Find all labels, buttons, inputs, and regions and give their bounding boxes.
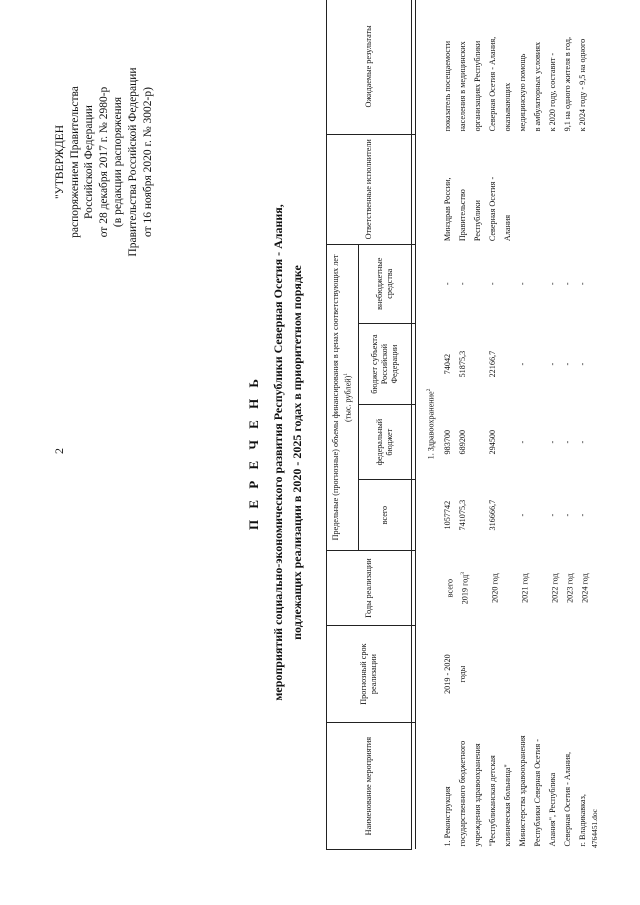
cell-offbudget <box>578 244 593 323</box>
cell-year-text: 2020 год <box>490 573 500 603</box>
cell-offbudget-text: - <box>578 282 588 286</box>
cell-result-text: в амбулаторных условиях <box>533 41 543 132</box>
cell-result <box>518 0 533 134</box>
cell-result-text: показатель посещаемости <box>443 40 453 132</box>
table-row <box>518 0 533 850</box>
cell-result-text: к 2024 году - 9,5 на одного <box>578 38 588 132</box>
cell-offbudget-text: - <box>443 282 453 286</box>
header-responsible: Ответственные исполнители <box>327 134 412 244</box>
cell-year-text: 2022 год <box>550 573 560 603</box>
cell-name <box>548 723 563 850</box>
cell-year <box>473 551 488 626</box>
cell-regional <box>503 323 518 404</box>
cell-federal <box>578 405 593 480</box>
cell-result-text: Северная Осетия - Алания, <box>488 36 498 132</box>
cell-regional <box>488 323 503 404</box>
header-regional: бюджет субъекта Российской Федерации <box>359 323 412 404</box>
cell-result <box>473 0 488 134</box>
cell-regional <box>533 323 548 404</box>
header-finance <box>327 244 359 551</box>
cell-year <box>488 551 503 626</box>
cell-offbudget-text: - <box>518 282 528 286</box>
cell-name-text: "Республиканская детская <box>488 755 498 847</box>
cell-term <box>578 625 593 722</box>
cell-total <box>488 480 503 551</box>
cell-name-text: государственного бюджетного <box>458 740 468 847</box>
footnote-marker: 3 <box>460 571 467 575</box>
document-title-line-1: мероприятий социально-экономического развития Республики Северная Осетия - Алания, <box>271 204 285 701</box>
cell-year <box>443 551 458 626</box>
cell-responsible-text: Республики <box>473 200 483 242</box>
cell-regional <box>578 323 593 404</box>
cell-term <box>533 625 548 722</box>
cell-result <box>443 0 458 134</box>
cell-term <box>473 625 488 722</box>
cell-name <box>488 723 503 850</box>
table-row <box>488 0 503 850</box>
cell-offbudget <box>488 244 503 323</box>
cell-responsible <box>533 134 548 244</box>
cell-federal <box>488 405 503 480</box>
cell-total-text: 741075,3 <box>458 499 468 531</box>
cell-federal <box>458 405 473 480</box>
table-row <box>548 0 563 850</box>
cell-regional <box>563 323 578 404</box>
cell-regional <box>473 323 488 404</box>
cell-federal-text: - <box>578 440 588 444</box>
cell-offbudget <box>503 244 518 323</box>
header-offbudget: внебюджетные средства <box>359 244 412 323</box>
cell-responsible <box>548 134 563 244</box>
cell-term <box>518 625 533 722</box>
cell-federal-text: - <box>518 440 528 444</box>
cell-term <box>458 625 473 722</box>
cell-total <box>548 480 563 551</box>
cell-total <box>503 480 518 551</box>
cell-regional-text: 22166,7 <box>488 350 498 378</box>
cell-result-text: медицинскую помощь <box>518 53 528 132</box>
approval-line: "УТВЕРЖДЕН <box>54 124 66 200</box>
cell-name-text: клиническая больница" <box>503 764 513 847</box>
cell-name <box>443 723 458 850</box>
cell-total-text: - <box>518 513 528 517</box>
cell-year <box>578 551 593 626</box>
cell-result-text: 9,1 на одного жителя в год, <box>563 36 573 132</box>
cell-total <box>563 480 578 551</box>
cell-term <box>503 625 518 722</box>
approval-line: от 16 ноября 2020 г. № 3002-р) <box>141 87 154 237</box>
cell-offbudget-text: - <box>488 282 498 286</box>
table-row <box>443 0 458 850</box>
cell-year <box>563 551 578 626</box>
cell-responsible <box>518 134 533 244</box>
cell-regional-text: - <box>578 362 588 366</box>
cell-year-text: 2023 год <box>565 573 575 603</box>
approval-line: (в редакции распоряжения <box>112 96 125 228</box>
cell-total-text: - <box>563 513 573 517</box>
cell-federal <box>548 405 563 480</box>
cell-year <box>518 551 533 626</box>
cell-total <box>533 480 548 551</box>
section-label: 1. Здравоохранение <box>426 391 436 460</box>
cell-responsible-text: Минздрав России, <box>443 177 453 242</box>
cell-responsible-text: Алания <box>503 214 513 242</box>
header-total: всего <box>359 480 412 551</box>
cell-responsible <box>473 134 488 244</box>
cell-name-text: 1. Реконструкция <box>443 786 453 847</box>
approval-line: Правительства Российской Федерации <box>126 67 139 257</box>
page-number: 2 <box>52 448 66 454</box>
cell-federal-text: 294500 <box>488 429 498 455</box>
cell-total <box>458 480 473 551</box>
cell-federal <box>563 405 578 480</box>
cell-term <box>443 625 458 722</box>
cell-term <box>548 625 563 722</box>
table-row <box>533 0 548 850</box>
cell-responsible <box>443 134 458 244</box>
cell-total-text: 316666,7 <box>488 499 498 531</box>
cell-offbudget-text: - <box>548 282 558 286</box>
cell-total-text: - <box>578 513 588 517</box>
cell-offbudget <box>443 244 458 323</box>
cell-name-text: Алания", Республика <box>548 772 558 847</box>
approval-line: распоряжением Правительства <box>68 86 81 238</box>
approval-stamp <box>53 37 155 287</box>
cell-offbudget <box>518 244 533 323</box>
cell-regional <box>443 323 458 404</box>
cell-name-text: учреждения здравоохранения <box>473 743 483 847</box>
cell-federal-text: 689200 <box>458 429 468 455</box>
cell-result <box>458 0 473 134</box>
cell-name <box>518 723 533 850</box>
cell-result <box>533 0 548 134</box>
cell-year <box>503 551 518 626</box>
cell-regional-text: - <box>518 362 528 366</box>
cell-responsible <box>488 134 503 244</box>
section-row <box>416 0 444 850</box>
cell-year-text: 2024 год <box>580 573 590 603</box>
approval-line: Российской Федерации <box>83 105 96 219</box>
cell-total-text: - <box>548 513 558 517</box>
cell-federal <box>518 405 533 480</box>
header-years: Годы реализации <box>327 551 412 626</box>
cell-result-text: организациях Республики <box>473 40 483 132</box>
cell-year <box>548 551 563 626</box>
cell-term-text: годы <box>458 665 468 683</box>
cell-total-text: 1057742 <box>443 500 453 530</box>
cell-name <box>563 723 578 850</box>
footnote-marker: 2 <box>426 388 432 392</box>
cell-regional-text: 51875,3 <box>458 350 468 378</box>
cell-name-text: Республики Северная Осетия - <box>533 739 543 847</box>
table-row <box>503 0 518 850</box>
cell-result <box>563 0 578 134</box>
cell-name-text: г. Владикавказ, <box>578 794 588 847</box>
cell-federal <box>533 405 548 480</box>
cell-responsible <box>458 134 473 244</box>
cell-name <box>473 723 488 850</box>
cell-total <box>578 480 593 551</box>
cell-offbudget-text: - <box>458 282 468 286</box>
cell-year-text: 2021 год <box>520 573 530 603</box>
cell-offbudget <box>563 244 578 323</box>
measures-table <box>326 0 593 850</box>
cell-responsible-text: Северная Осетия - <box>488 176 498 242</box>
document-heading: П Е Р Е Ч Е Н Ь <box>246 374 261 531</box>
cell-total <box>518 480 533 551</box>
header-name: Наименование мероприятия <box>327 723 412 850</box>
document-file-id: 4764451.doc <box>590 809 599 848</box>
cell-year-text: всего <box>445 578 455 598</box>
cell-offbudget <box>533 244 548 323</box>
document-title-line-2: подлежащих реализации в 2020 - 2025 годах в приоритетном порядке <box>290 265 304 640</box>
cell-federal <box>443 405 458 480</box>
cell-result <box>548 0 563 134</box>
cell-offbudget <box>548 244 563 323</box>
cell-responsible <box>578 134 593 244</box>
section-title <box>416 0 444 850</box>
cell-federal <box>503 405 518 480</box>
cell-responsible-text: Правительство <box>458 189 468 242</box>
cell-year <box>458 551 473 626</box>
cell-regional-text: - <box>563 362 573 366</box>
cell-regional-text: 74042 <box>443 353 453 375</box>
cell-regional <box>518 323 533 404</box>
header-results: Ожидаемые результаты <box>327 0 412 134</box>
cell-result <box>488 0 503 134</box>
cell-term <box>488 625 503 722</box>
cell-result-text: к 2020 году, составит - <box>548 52 558 132</box>
cell-year <box>533 551 548 626</box>
cell-term <box>563 625 578 722</box>
cell-offbudget-text: - <box>563 282 573 286</box>
table-row <box>563 0 578 850</box>
header-term: Прогнозный срок реализации <box>327 625 412 722</box>
cell-responsible <box>503 134 518 244</box>
cell-name <box>503 723 518 850</box>
cell-responsible <box>563 134 578 244</box>
cell-offbudget <box>473 244 488 323</box>
table-row <box>578 0 593 850</box>
cell-name <box>533 723 548 850</box>
cell-total <box>473 480 488 551</box>
header-finance-label: Предельные (прогнозные) объемы финансирования в ценах соответствующих лет (тыс. рублей) <box>330 254 353 541</box>
cell-name-text: Северная Осетия - Алания, <box>563 751 573 847</box>
cell-federal-text: - <box>563 440 573 444</box>
cell-result-text: оказывающих <box>503 82 513 132</box>
cell-offbudget <box>458 244 473 323</box>
table-row <box>473 0 488 850</box>
footnote-marker: 1 <box>343 372 350 376</box>
cell-regional <box>458 323 473 404</box>
cell-federal-text: - <box>548 440 558 444</box>
table-row <box>458 0 473 850</box>
cell-federal <box>473 405 488 480</box>
cell-result <box>578 0 593 134</box>
cell-name <box>458 723 473 850</box>
cell-name-text: Министерства здравоохранения <box>518 735 528 847</box>
cell-result <box>503 0 518 134</box>
cell-total <box>443 480 458 551</box>
approval-line: от 28 декабря 2017 г. № 2980-р <box>97 86 110 238</box>
cell-term-text: 2019 - 2020 <box>443 654 453 694</box>
header-federal: федеральный бюджет <box>359 405 412 480</box>
cell-regional <box>548 323 563 404</box>
cell-result-text: населения в медицинских <box>458 41 468 132</box>
cell-regional-text: - <box>548 362 558 366</box>
cell-year-text: 2019 год <box>460 574 470 605</box>
cell-federal-text: 983700 <box>443 429 453 455</box>
